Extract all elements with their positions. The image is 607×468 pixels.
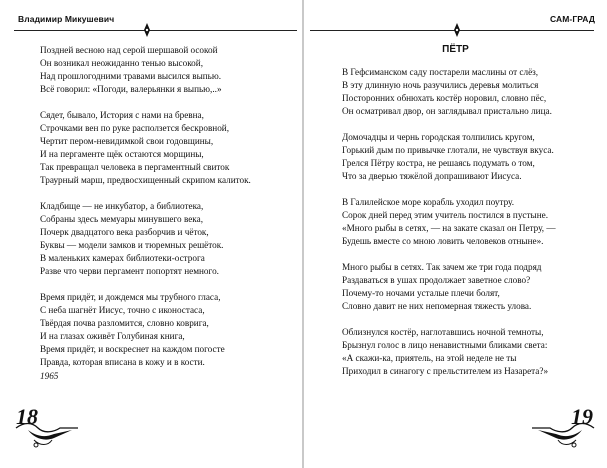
poem-line: Горький дым по привычке глотали, не чувствуя вкуса.: [342, 144, 554, 155]
poem-line: В эту длинную ночь разучились деревья молиться: [342, 80, 539, 91]
poem-year: 1965: [40, 370, 59, 381]
poem-line: Он осматривал двор, он заглядывал пристально лица.: [342, 106, 552, 117]
poem-line: Время придёт, и воскреснет на каждом погосте: [40, 344, 225, 355]
diamond-ornament-icon: [140, 23, 154, 37]
flourish-ornament-icon: [14, 418, 80, 450]
left-poem: [40, 44, 251, 383]
poem-line: В Галилейское море корабль уходил поутру.: [342, 196, 515, 207]
poem-line: Сорок дней перед этим учитель постился в пустыне.: [342, 209, 548, 220]
poem-title: ПЁТР: [442, 44, 469, 55]
poem-line: Брызнул голос в лицо ненавистными бликами света:: [342, 339, 548, 350]
right-page-number: 19: [571, 404, 593, 429]
poem-line: В Гефсиманском саду постарели маслины от слёз,: [342, 67, 539, 77]
poem-line: Посторонних обнюхать костёр норовил, словно пёс,: [342, 93, 547, 104]
poem-line: Твёрдая почва разломится, словно коврига,: [40, 318, 209, 329]
left-header-rule: [14, 30, 297, 31]
stanza: [40, 44, 251, 96]
poem-line: Почерк двадцатого века разборчив и чёток,: [40, 227, 209, 238]
left-page-number: 18: [16, 404, 38, 429]
stanza: [342, 196, 556, 248]
poem-line: Грелся Пётру костра, не решаясь подумать о том,: [342, 158, 535, 169]
poem-line: Строчками вен по руке расползется бескровной,: [40, 122, 230, 133]
poem-line: Приходил в синагогу с прельстителем из Назарета?»: [342, 365, 549, 376]
stanza: [40, 109, 251, 188]
poem-line: Буквы — модели замков и тюремных решёток.: [40, 240, 224, 251]
poem-line: С неба шагнёт Иисус, точно с иконостаса,: [40, 305, 205, 316]
stanza: [342, 131, 556, 183]
poem-line: Домочадцы и чернь городская толпились кругом,: [342, 131, 535, 142]
poem-line: Раздаваться в ушах продолжает заветное слово?: [342, 274, 531, 285]
poem-line: Поздней весною над серой шершавой осокой: [40, 45, 218, 55]
stanza: [342, 326, 556, 378]
stanza: [40, 200, 251, 279]
right-poem: [342, 66, 556, 390]
poem-line: Облизнулся костёр, наглотавшись ночной темноты,: [342, 326, 544, 337]
left-page: [0, 0, 303, 468]
diamond-ornament-icon: [450, 23, 464, 37]
poem-line: Почему-то ночами усталые плечи болят,: [342, 287, 500, 298]
poem-line: В маленьких камерах библиотеки-острога: [40, 253, 205, 264]
poem-line: Траурный марш, предвосхищенный скрипом калиток.: [40, 175, 251, 186]
stanza: [342, 66, 556, 118]
poem-line: И на пергаменте щёк остаются морщины,: [40, 149, 204, 160]
poem-line: «Много рыбы в сетях, — на закате сказал он Петру, —: [342, 222, 556, 233]
right-page: [304, 0, 607, 468]
stanza: [342, 261, 556, 313]
poem-line: Правда, которая вписана в кожу и в кости.: [40, 357, 205, 368]
poem-line: Сядет, бывало, История с нами на бревна,: [40, 109, 204, 120]
poem-line: Он возникал неожиданно тенью высокой,: [40, 58, 203, 69]
poem-line: Будешь вместе со мною ловить человеков отныне».: [342, 236, 544, 247]
poem-line: Чертит пером-невидимкой свои годовщины,: [40, 136, 214, 147]
stanza: [40, 291, 251, 383]
poem-line: Собраны здесь мемуары минувшего века,: [40, 214, 204, 225]
poem-line: Что за дверью тяжёлой допрашивают Иисуса.: [342, 171, 522, 182]
poem-line: Кладбище — не инкубатор, а библиотека,: [40, 200, 204, 211]
poem-line: Над прошлогодними травами высился выпью.: [40, 71, 222, 82]
poem-line: Много рыбы в сетях. Так зачем же три года подряд: [342, 261, 542, 272]
poem-line: Время придёт, и дождемся мы трубного гласа,: [40, 292, 221, 302]
left-running-head: Владимир Микушевич: [18, 14, 115, 24]
poem-line: Разве что черви пергамент попортят немного.: [40, 266, 219, 277]
poem-line: И на глазах оживёт Голубиная книга,: [40, 331, 185, 342]
poem-line: Так превращал человека в пергаментный свиток: [40, 162, 230, 173]
flourish-ornament-icon: [530, 418, 596, 450]
poem-line: Всё говорил: «Погоди, валерьянки я выпью,..»: [40, 84, 222, 95]
poem-line: Словно давит не них непомерная тяжесть улова.: [342, 300, 532, 311]
right-running-head: САМ-ГРАД: [549, 14, 595, 24]
poem-line: «А скажи-ка, приятель, на этой неделе не ты: [342, 352, 517, 363]
